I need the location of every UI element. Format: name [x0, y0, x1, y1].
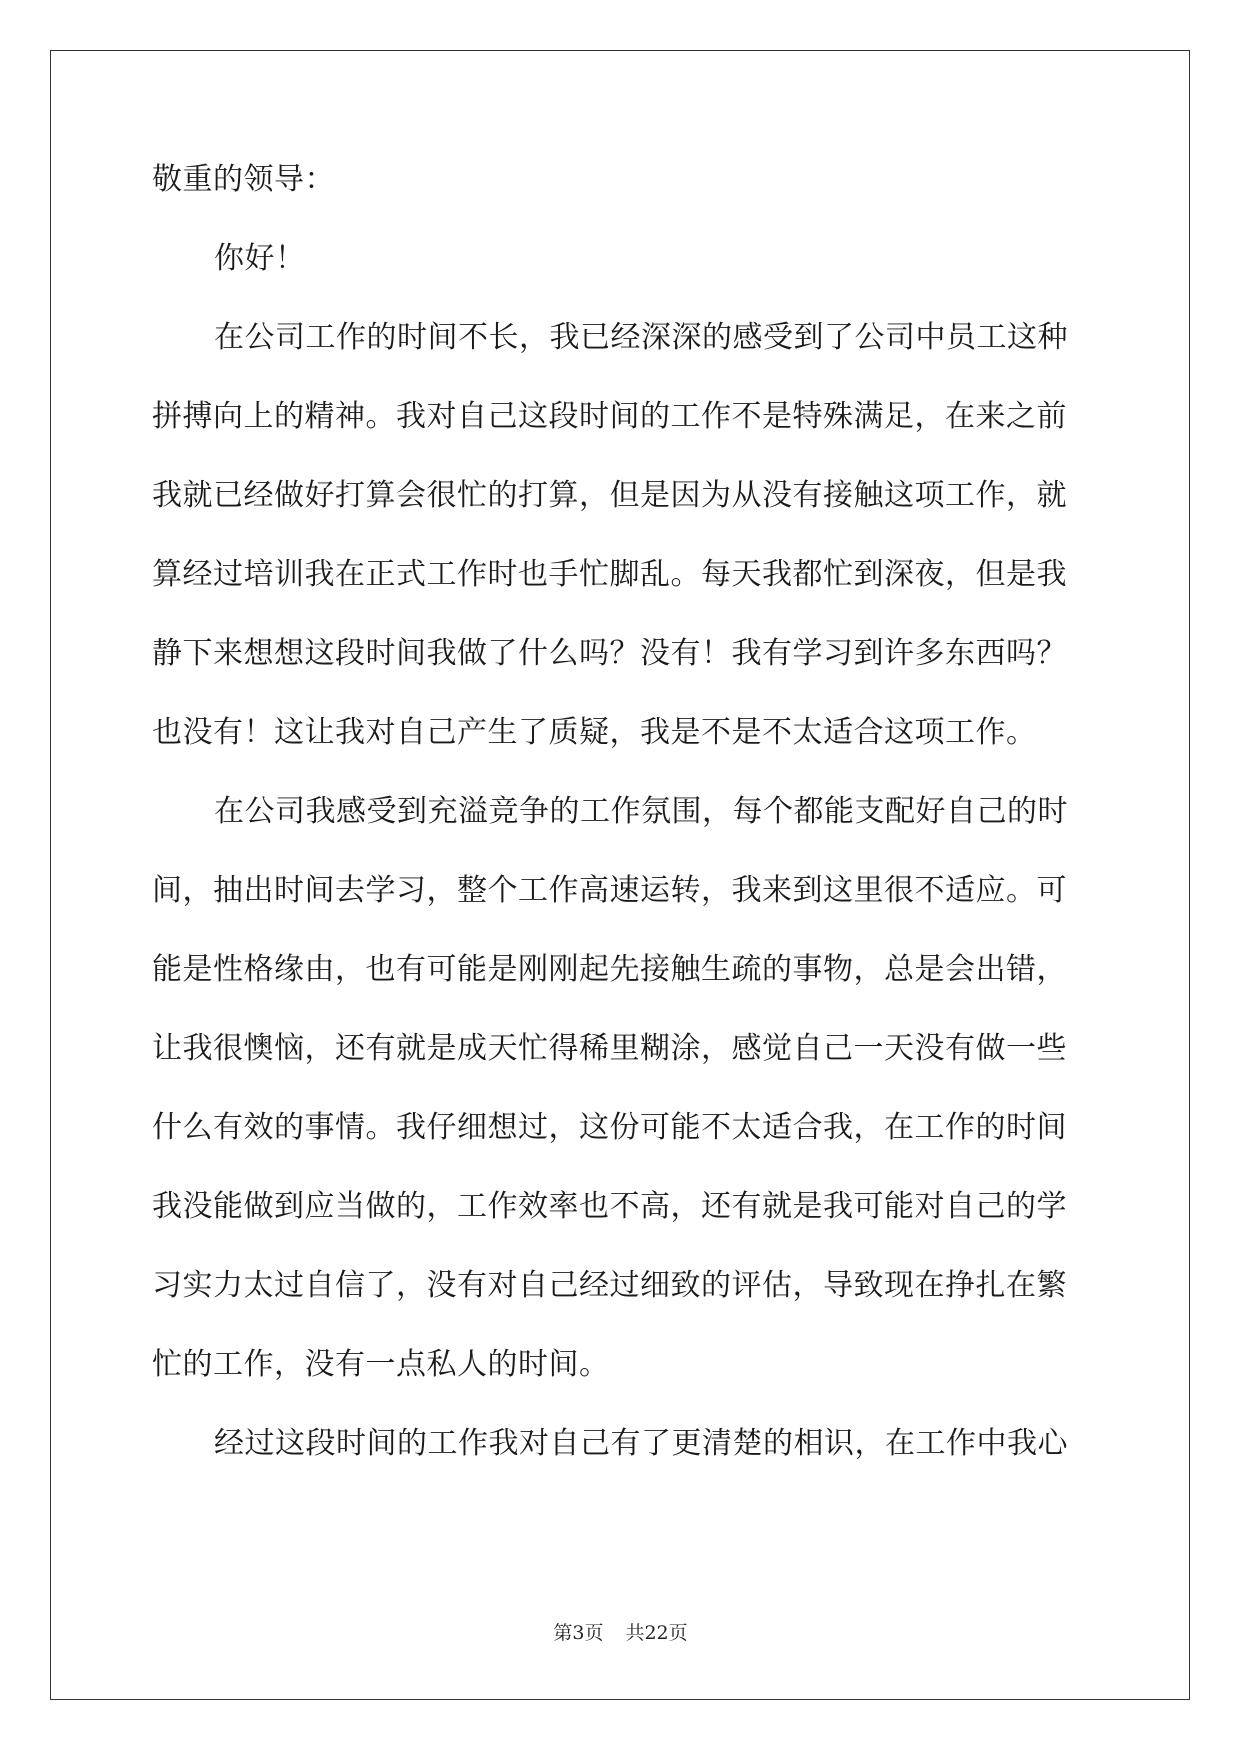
greeting: 你好！	[214, 241, 306, 276]
text-line: 在公司我感受到充溢竞争的工作氛围，每个都能支配好自己的时	[214, 794, 1068, 829]
text-line: 什么有效的事情。我仔细想过，这份可能不太适合我，在工作的时间	[152, 1110, 1067, 1145]
text-line: 拼搏向上的精神。我对自己这段时间的工作不是特殊满足，在来之前	[152, 399, 1067, 434]
salutation: 敬重的领导：	[152, 162, 335, 197]
text-line: 习实力太过自信了，没有对自己经过细致的评估，导致现在挣扎在繁	[152, 1268, 1067, 1303]
text-line: 经过这段时间的工作我对自己有了更清楚的相识，在工作中我心	[214, 1426, 1068, 1461]
text-line: 也没有！这让我对自己产生了质疑，我是不是不太适合这项工作。	[152, 715, 1037, 750]
text-line: 静下来想想这段时间我做了什么吗？没有！我有学习到许多东西吗？	[152, 636, 1067, 671]
text-line: 我没能做到应当做的，工作效率也不高，还有就是我可能对自己的学	[152, 1189, 1067, 1224]
page-number: 第3页	[553, 1622, 604, 1644]
text-line: 间，抽出时间去学习，整个工作高速运转，我来到这里很不适应。可	[152, 873, 1067, 908]
text-line: 我就已经做好打算会很忙的打算，但是因为从没有接触这项工作，就	[152, 478, 1067, 513]
page-total: 共22页	[625, 1622, 688, 1644]
text-line: 让我很懊恼，还有就是成天忙得稀里糊涂，感觉自己一天没有做一些	[152, 1031, 1067, 1066]
text-line: 忙的工作，没有一点私人的时间。	[152, 1347, 610, 1382]
text-line: 算经过培训我在正式工作时也手忙脚乱。每天我都忙到深夜，但是我	[152, 557, 1067, 592]
page-footer	[0, 1618, 1241, 1645]
text-line: 能是性格缘由，也有可能是刚刚起先接触生疏的事物，总是会出错，	[152, 952, 1067, 987]
text-line: 在公司工作的时间不长，我已经深深的感受到了公司中员工这种	[214, 320, 1068, 355]
letter-body	[152, 162, 1082, 1508]
